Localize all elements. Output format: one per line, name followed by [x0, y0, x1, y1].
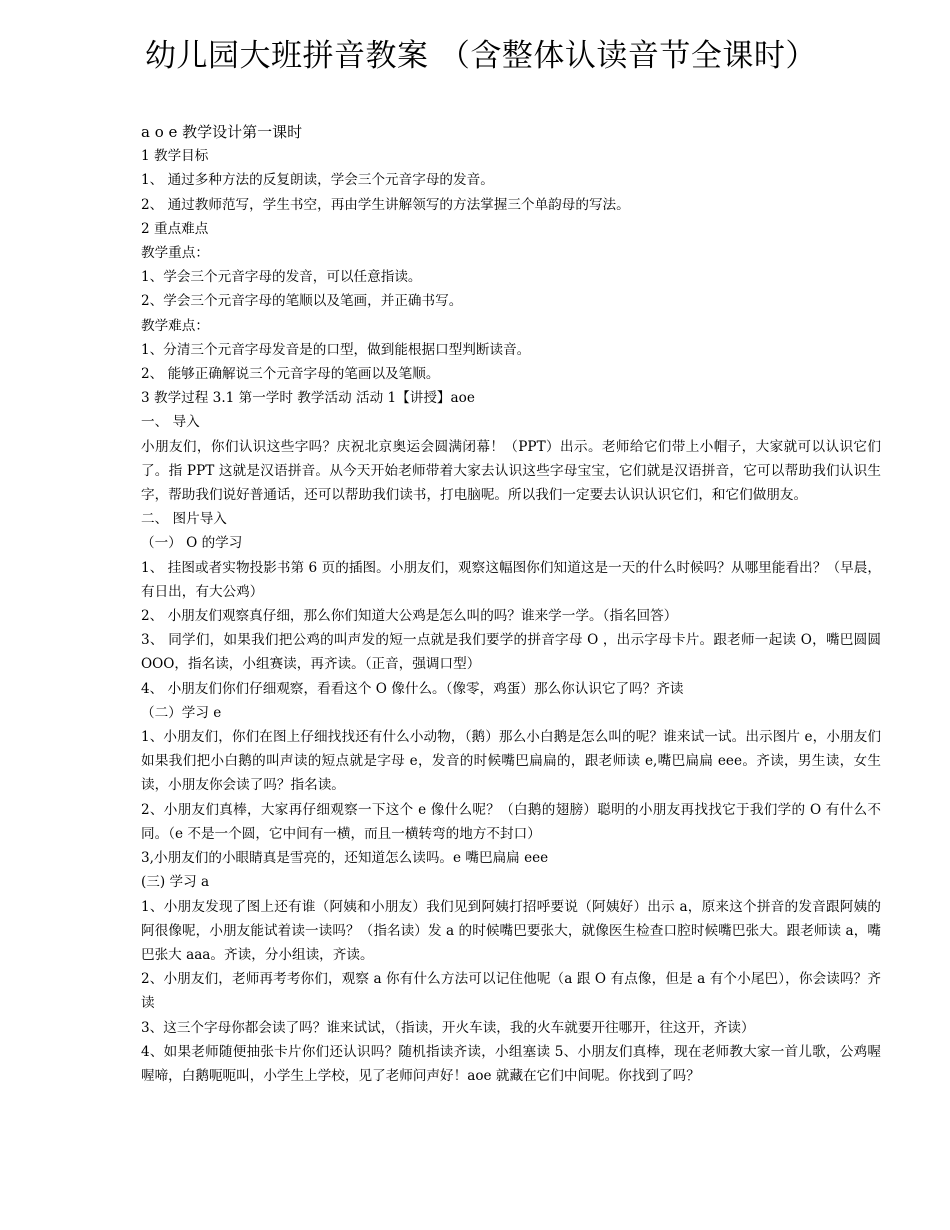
document-body	[141, 120, 881, 1088]
paragraph: 3,小朋友们的小眼睛真是雪亮的，还知道怎么读吗。e 嘴巴扁扁 eee	[141, 850, 549, 867]
section-heading: 3 教学过程 3.1 第一学时 教学活动 活动 1【讲授】aoe	[141, 390, 475, 407]
subsection-heading: 二、 图片导入	[141, 511, 227, 528]
paragraph: 1、 挂图或者实物投影书第 6 页的插图。小朋友们，观察这幅图你们知道这是一天的什么时候吗？从哪里能看出？（早晨，有日出，有大公鸡）	[141, 559, 881, 600]
subsection-heading: （二）学习 e	[141, 704, 222, 721]
paragraph: 小朋友们，你们认识这些字吗？庆祝北京奥运会圆满闭幕！（PPT）出示。老师给它们带上小帽子，大家就可以认识它们了。指 PPT 这就是汉语拼音。从今天开始老师带着大家去认识这些字母宝宝，它们就是汉语拼音，它可以帮助我们认识生字，帮助我们说好普通话，还可以帮助我们读书，打电脑呢。所以我们一定要去认识认识它们，和它们做朋友。	[141, 438, 881, 504]
list-item: 1、分清三个元音字母发音是的口型，做到能根据口型判断读音。	[141, 341, 531, 358]
paragraph: 3、这三个字母你都会读了吗？谁来试试，（指读，开火车读，我的火车就要开往哪开，往这开，齐读）	[141, 1019, 755, 1036]
list-item: 2、 通过教师范写，学生书空，再由学生讲解领写的方法掌握三个单韵母的写法。	[141, 196, 630, 213]
lesson-heading: a o e 教学设计第一课时	[141, 123, 303, 141]
paragraph: 1、小朋友们，你们在图上仔细找找还有什么小动物，（鹅）那么小白鹅是怎么叫的呢？谁来试一试。出示图片 e，小朋友们如果我们把小白鹅的叫声读的短点就是字母 e，发音的时候嘴巴扁扁的，跟老师读 e,嘴巴扁扁 eee。齐读，男生读，女生读，小朋友你会读了吗？指名读。	[141, 729, 881, 794]
paragraph: 3、 同学们，如果我们把公鸡的叫声发的短一点就是我们要学的拼音字母 O ，出示字母卡片。跟老师一起读 O，嘴巴圆圆 OOO，指名读，小组赛读，再齐读。（正音，强调口型）	[141, 632, 881, 673]
subsection-heading: 教学重点：	[141, 245, 209, 262]
list-item: 2、学会三个元音字母的笔顺以及笔画，并正确书写。	[141, 293, 463, 310]
list-item: 1、 通过多种方法的反复朗读，学会三个元音字母的发音。	[141, 172, 494, 189]
paragraph: 1、小朋友发现了图上还有谁（阿姨和小朋友）我们见到阿姨打招呼要说（阿姨好）出示 a，原来这个拼音的发音跟阿姨的阿很像呢，小朋友能试着读一读吗？（指名读）发 a 的时候嘴巴要张大，就像医生检查口腔时候嘴巴张大。跟老师读 a，嘴巴张大 aaa。齐读，分小组读，齐读。	[141, 898, 881, 963]
subsection-heading: 教学难点：	[141, 317, 209, 334]
section-heading: 1 教学目标	[141, 148, 209, 165]
subsection-heading: 一、 导入	[141, 414, 200, 431]
paragraph: 2、 小朋友们观察真仔细，那么你们知道大公鸡是怎么叫的吗？谁来学一学。（指名回答）	[141, 608, 678, 625]
section-heading: 2 重点难点	[141, 220, 209, 237]
subsection-heading: (三) 学习 a	[141, 874, 210, 891]
paragraph: 2、小朋友们，老师再考考你们，观察 a 你有什么方法可以记住他呢（a 跟 O 有点像，但是 a 有个小尾巴），你会读吗？齐读	[141, 971, 881, 1012]
list-item: 1、学会三个元音字母的发音，可以任意指读。	[141, 269, 422, 286]
paragraph: 4、如果老师随便抽张卡片你们还认识吗？随机指读齐读，小组塞读 5、小朋友们真棒，现在老师教大家一首儿歌，公鸡喔喔啼，白鹅呃呃叫，小学生上学校，见了老师问声好！aoe 就藏在它们中间呢。你找到了吗？	[141, 1043, 881, 1084]
paragraph: 4、 小朋友们你们仔细观察，看看这个 O 像什么。（像零，鸡蛋）那么你认识它了吗？齐读	[141, 680, 684, 697]
paragraph: 2、小朋友们真棒，大家再仔细观察一下这个 e 像什么呢？（白鹅的翅膀）聪明的小朋友再找找它于我们学的 O 有什么不同。（e 不是一个圆，它中间有一横，而且一横转弯的地方不封口）	[141, 801, 881, 842]
list-item: 2、 能够正确解说三个元音字母的笔画以及笔顺。	[141, 366, 440, 383]
document-title: 幼儿园大班拼音教案 （含整体认读音节全课时）	[145, 38, 817, 74]
subsection-heading: （一） O 的学习	[141, 535, 243, 552]
